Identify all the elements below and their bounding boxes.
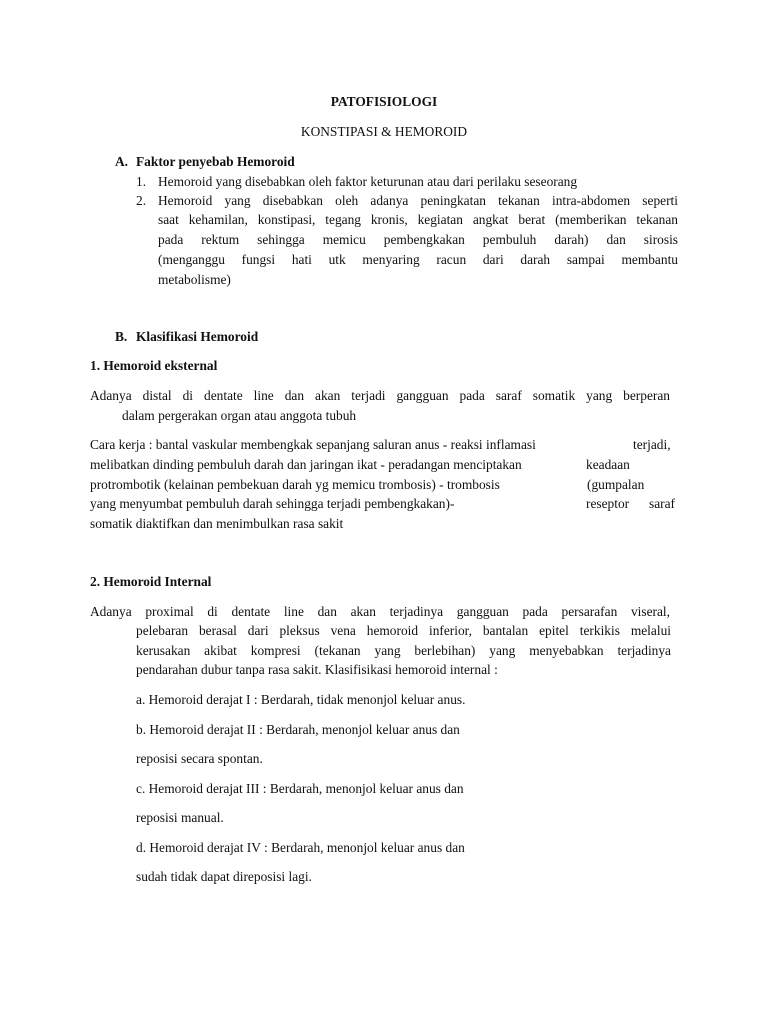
internal-heading: 2. Hemoroid Internal xyxy=(90,574,212,589)
eksternal-heading: 1. Hemoroid eksternal xyxy=(90,358,218,373)
list-item-line: Hemoroid yang disebabkan oleh adanya peningkatan tekanan intra-abdomen seperti xyxy=(158,193,678,208)
cara-kerja-line: yang menyumbat pembuluh darah sehingga terjadi pembengkakan)- xyxy=(90,496,455,511)
grade-item: d. Hemoroid derajat IV : Berdarah, menonjol keluar anus dan xyxy=(136,840,465,855)
cara-kerja-line-end: saraf xyxy=(649,496,676,511)
list-item-line: (menganggu fungsi hati utk menyaring racun dari darah sampai membantu xyxy=(158,252,678,267)
cara-kerja-line-end: reseptor xyxy=(586,496,630,511)
cara-kerja-line: melibatkan dinding pembuluh darah dan jaringan ikat - peradangan menciptakan xyxy=(90,457,522,472)
cara-kerja-line: Cara kerja : bantal vaskular membengkak sepanjang saluran anus - reaksi inflamasi xyxy=(90,437,536,452)
cara-kerja-line: somatik diaktifkan dan menimbulkan rasa sakit xyxy=(90,516,344,531)
paragraph-line: pelebaran berasal dari pleksus vena hemoroid inferior, bantalan epitel terkikis melalui xyxy=(136,623,671,638)
list-item-number: 2. xyxy=(136,193,147,208)
grade-item: c. Hemoroid derajat III : Berdarah, menonjol keluar anus dan xyxy=(136,781,464,796)
list-item-text: Hemoroid yang disebabkan oleh faktor keturunan atau dari perilaku seseorang xyxy=(158,174,578,189)
list-item-line: metabolisme) xyxy=(158,272,231,287)
list-item-number: 1. xyxy=(136,174,147,189)
paragraph-line: kerusakan akibat kompresi (tekanan yang berlebihan) yang menyebabkan terjadinya xyxy=(136,643,671,658)
paragraph-line: Adanya proximal di dentate line dan akan terjadinya gangguan pada persarafan viseral, xyxy=(90,604,670,619)
section-b-heading: Klasifikasi Hemoroid xyxy=(136,329,259,344)
paragraph-line: dalam pergerakan organ atau anggota tubuh xyxy=(122,408,357,423)
grade-item-continued: reposisi secara spontan. xyxy=(136,751,263,766)
section-a-marker: A. xyxy=(115,154,129,169)
cara-kerja-line-end: terjadi, xyxy=(633,437,671,452)
list-item-line: saat kehamilan, konstipasi, tegang kronis, kegiatan angkat berat (memberikan tekanan xyxy=(158,212,678,227)
section-b-marker: B. xyxy=(115,329,128,344)
cara-kerja-line: protrombotik (kelainan pembekuan darah yg memicu trombosis) - trombosis xyxy=(90,477,500,492)
grade-item-continued: reposisi manual. xyxy=(136,810,224,825)
document-title: PATOFISIOLOGI xyxy=(330,94,438,109)
paragraph-line: Adanya distal di dentate line dan akan terjadi gangguan pada saraf somatik yang berperan xyxy=(90,388,670,403)
document-subtitle: KONSTIPASI & HEMOROID xyxy=(300,124,468,139)
cara-kerja-line-end: keadaan xyxy=(586,457,630,472)
list-item-line: pada rektum sehingga memicu pembengkakan pembuluh darah) dan sirosis xyxy=(158,232,678,247)
grade-item: a. Hemoroid derajat I : Berdarah, tidak menonjol keluar anus. xyxy=(136,692,466,707)
section-a-heading: Faktor penyebab Hemoroid xyxy=(136,154,295,169)
cara-kerja-line-end: (gumpalan xyxy=(587,477,645,492)
grade-item: b. Hemoroid derajat II : Berdarah, menonjol keluar anus dan xyxy=(136,722,460,737)
paragraph-line: pendarahan dubur tanpa rasa sakit. Klasifisikasi hemoroid internal : xyxy=(136,662,498,677)
grade-item-continued: sudah tidak dapat direposisi lagi. xyxy=(136,869,312,884)
